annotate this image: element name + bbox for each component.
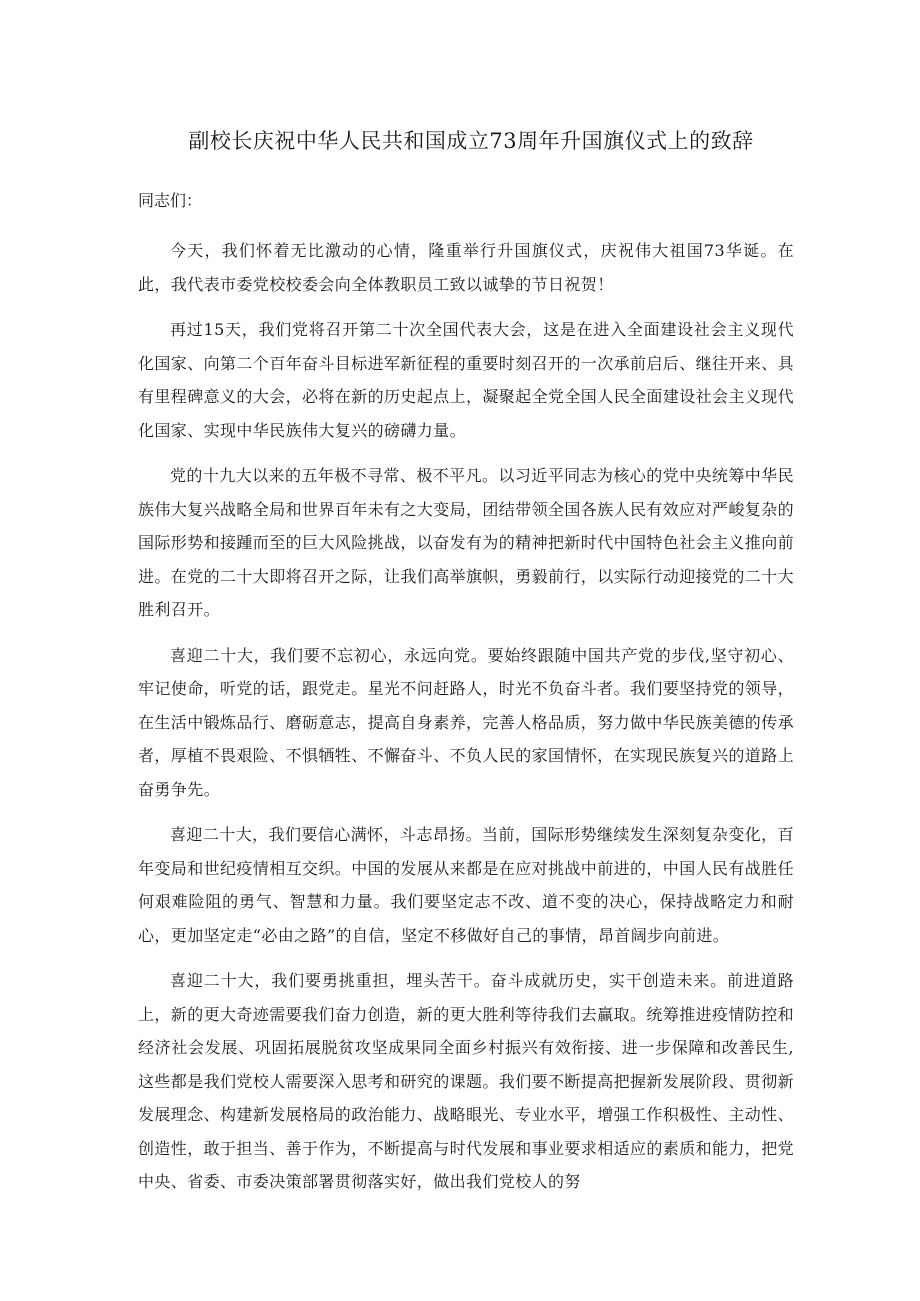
paragraph-4: 喜迎二十大，我们要不忘初心，永远向党。要始终跟随中国共产党的步伐,坚守初心、牢记使命，听党的话，跟党走。星光不问赶路人，时光不负奋斗者。我们要坚持党的领导，在生活中锻炼品行、磨砺意志，提高自身素养，完善人格品质，努力做中华民族美德的传承者，厚植不畏艰险、不惧牺牲、不懈奋斗、不负人民的家国情怀，在实现民族复兴的道路上奋勇争先。 (138, 645, 795, 799)
greeting: 同志们： (138, 191, 203, 210)
paragraph-5: 喜迎二十大，我们要信心满怀，斗志昂扬。当前，国际形势继续发生深刻复杂变化，百年变局和世纪疫情相互交织。中国的发展从来都是在应对挑战中前进的，中国人民有战胜任何艰难险阻的勇气、智慧和力量。我们要坚定志不改、道不变的决心，保持战略定力和耐心，更加坚定走“必由之路”的自信，坚定不移做好自己的事情，昂首阔步向前进。 (138, 825, 795, 945)
paragraph-6: 喜迎二十大，我们要勇挑重担，埋头苦干。奋斗成就历史，实干创造未来。前进道路上，新的更大奇迹需要我们奋力创造，新的更大胜利等待我们去赢取。统筹推进疫情防控和经济社会发展、巩固拓展脱贫攻坚成果同全面乡村振兴有效衔接、进一步保障和改善民生,这些都是我们党校人需要深入思考和研究的课题。我们要不断提高把握新发展阶段、贯彻新发展理念、构建新发展格局的政治能力、战略眼光、专业水平，增强工作积极性、主动性、创造性，敢于担当、善于作为，不断提高与时代发展和事业要求相适应的素质和能力，把党中央、省委、市委决策部署贯彻落实好，做出我们党校人的努 (138, 971, 795, 1191)
paragraph-1: 今天，我们怀着无比激动的心情，隆重举行升国旗仪式，庆祝伟大祖国73华诞。在此，我代表市委党校校委会向全体教职员工致以诚挚的节日祝贺！ (138, 241, 794, 294)
document-title: 副校长庆祝中华人民共和国成立73周年升国旗仪式上的致辞 (188, 129, 754, 153)
paragraph-3: 党的十九大以来的五年极不寻常、极不平凡。以习近平同志为核心的党中央统筹中华民族伟大复兴战略全局和世界百年未有之大变局，团结带领全国各族人民有效应对严峻复杂的国际形势和接踵而至的巨大风险挑战，以奋发有为的精神把新时代中国特色社会主义推向前进。在党的二十大即将召开之际，让我们高举旗帜，勇毅前行，以实际行动迎接党的二十大胜利召开。 (138, 466, 795, 619)
paragraph-2: 再过15天，我们党将召开第二十次全国代表大会，这是在进入全面建设社会主义现代化国家、向第二个百年奋斗目标进军新征程的重要时刻召开的一次承前启后、继往开来、具有里程碑意义的大会，必将在新的历史起点上，凝聚起全党全国人民全面建设社会主义现代化国家、实现中华民族伟大复兴的磅礴力量。 (138, 320, 795, 440)
